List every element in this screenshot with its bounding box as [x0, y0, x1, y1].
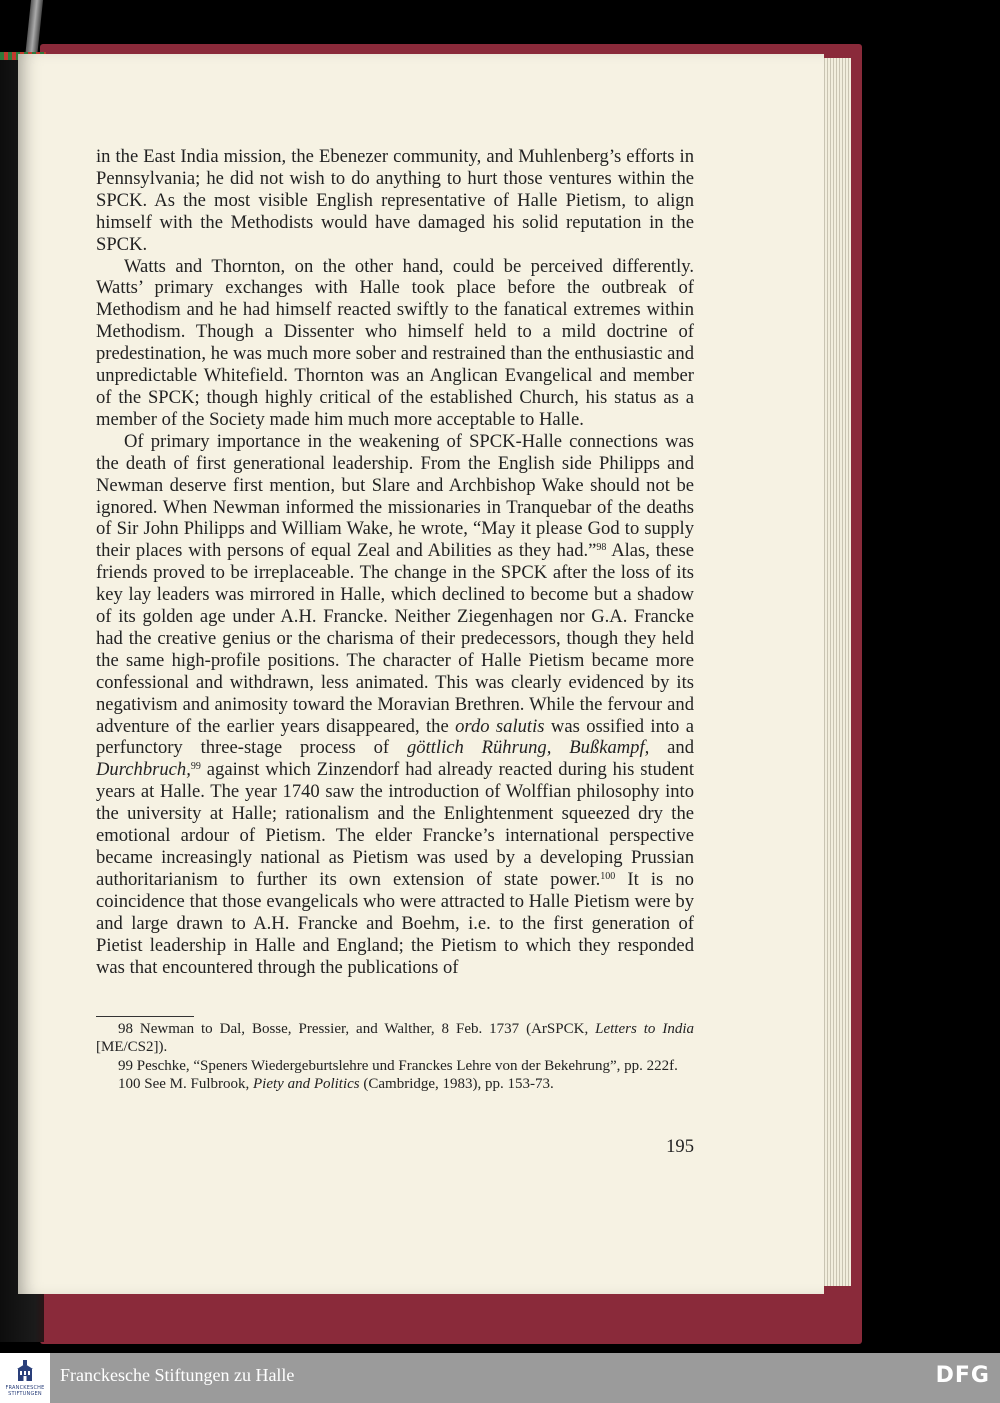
- viewer-footer-bar: [0, 1353, 1000, 1403]
- text-run: 98 Newman to Dal, Bosse, Pressier, and Walther, 8 Feb. 1737 (ArSPCK,: [118, 1021, 596, 1037]
- footnote-reference: 98: [596, 542, 607, 554]
- text-run: and: [649, 737, 694, 759]
- building-icon: [14, 1359, 36, 1383]
- italic-text: göttlich Rührung, Bußkampf,: [406, 737, 650, 759]
- text-run: was ossified into a perfunctory three-stage process of: [96, 715, 694, 759]
- footer-title[interactable]: Franckesche Stiftungen zu Halle: [60, 1365, 295, 1385]
- text-run: [ME/CS2]).: [96, 1039, 168, 1056]
- logo-caption: FRANCKESCHE STIFTUNGEN: [5, 1385, 45, 1397]
- paragraph: [96, 256, 694, 431]
- text-run: It is no coincidence that those evangelicals who were attracted to Halle Pietism were by and large drawn to A.H. Francke and Boehm, i.e. to the first generation of Pietist leadership in Halle and England; the Pietism to which they responded was that encountered through the publications of: [96, 868, 694, 978]
- footnote: [96, 1057, 694, 1075]
- paragraph: [96, 431, 694, 979]
- footnote-reference: 100: [600, 870, 616, 882]
- dfg-logo-icon[interactable]: DFG: [935, 1363, 990, 1388]
- italic-text: Letters to India: [595, 1021, 695, 1037]
- italic-text: ordo salutis: [455, 715, 545, 737]
- footnote-rule: [96, 1016, 194, 1017]
- text-run: 100 See M. Fulbrook,: [118, 1075, 253, 1092]
- body-text: [96, 146, 694, 978]
- footnote: [96, 1020, 694, 1057]
- text-run: Of primary importance in the weakening of SPCK-Halle connections was the death of first generational leadership. From the English side Philipps and Newman deserve first mention, but Slare and Archbishop Wake should not be ignored. When Newman informed the missionaries in Tranquebar of the deaths of Sir John Philipps and William Wake, he wrote, “May it please God to supply their places with persons of equal Zeal and Abilities as they had.”: [96, 430, 694, 562]
- text-run: 99 Peschke, “Speners Wiedergeburtslehre und Franckes Lehre von der Bekehrung”, pp. 222f.: [118, 1057, 678, 1074]
- page-number: 195: [666, 1136, 694, 1157]
- italic-text: Durchbruch,: [96, 759, 191, 781]
- text-run: in the East India mission, the Ebenezer community, and Muhlenberg’s efforts in Pennsylvania; he did not wish to do anything to hurt those ventures within the SPCK. As the most visible English representative of Halle Pietism, to align himself with the Methodists would have damaged his solid reputation in the SPCK.: [96, 146, 694, 255]
- footnote: [96, 1075, 694, 1093]
- text-run: (Cambridge, 1983), pp. 153-73.: [359, 1075, 554, 1092]
- text-run: against which Zinzendorf had already reacted during his student years at Halle. The year 1740 saw the introduction of Wolffian philosophy into the university at Halle; rationalism and the Enlightenment squeezed dry the emotional ardour of Pietism. The elder Francke’s international perspective became increasingly national as Pietism was used by a developing Prussian authoritarianism to further its own extension of state power.: [96, 759, 694, 890]
- footnote-reference: 99: [190, 761, 201, 773]
- italic-text: Piety and Politics: [253, 1075, 360, 1092]
- footnotes: [96, 1020, 694, 1093]
- text-run: Alas, these friends proved to be irreplaceable. The change in the SPCK after the loss of its key lay leaders was mirrored in Halle, which declined to become but a shadow of its golden age under A.H. Francke. Neither Ziegenhagen nor G.A. Francke had the creative genius or the charisma of their predecessors, though they held the same high-profile positions. The character of Halle Pietism became more confessional and withdrawn, less animated. This was clearly evidenced by its negativism and animosity toward the Moravian Brethren. While the fervour and adventure of the earlier years disappeared, the: [96, 540, 694, 737]
- franckesche-stiftungen-logo-icon[interactable]: [0, 1353, 50, 1403]
- paragraph: [96, 146, 694, 256]
- text-run: Watts and Thornton, on the other hand, could be perceived differently. Watts’ primary exchanges with Halle took place before the outbreak of Methodism and he had himself reacted swiftly to the fanatical extremes within Methodism. Though a Dissenter who himself held to a mild doctrine of predestination, he was much more sober and restrained than the enthusiastic and unpredictable Whitefield. Thornton was an Anglican Evangelical and member of the SPCK; though highly critical of the established Church, his status as a member of the Society made him much more acceptable to Halle.: [96, 255, 694, 430]
